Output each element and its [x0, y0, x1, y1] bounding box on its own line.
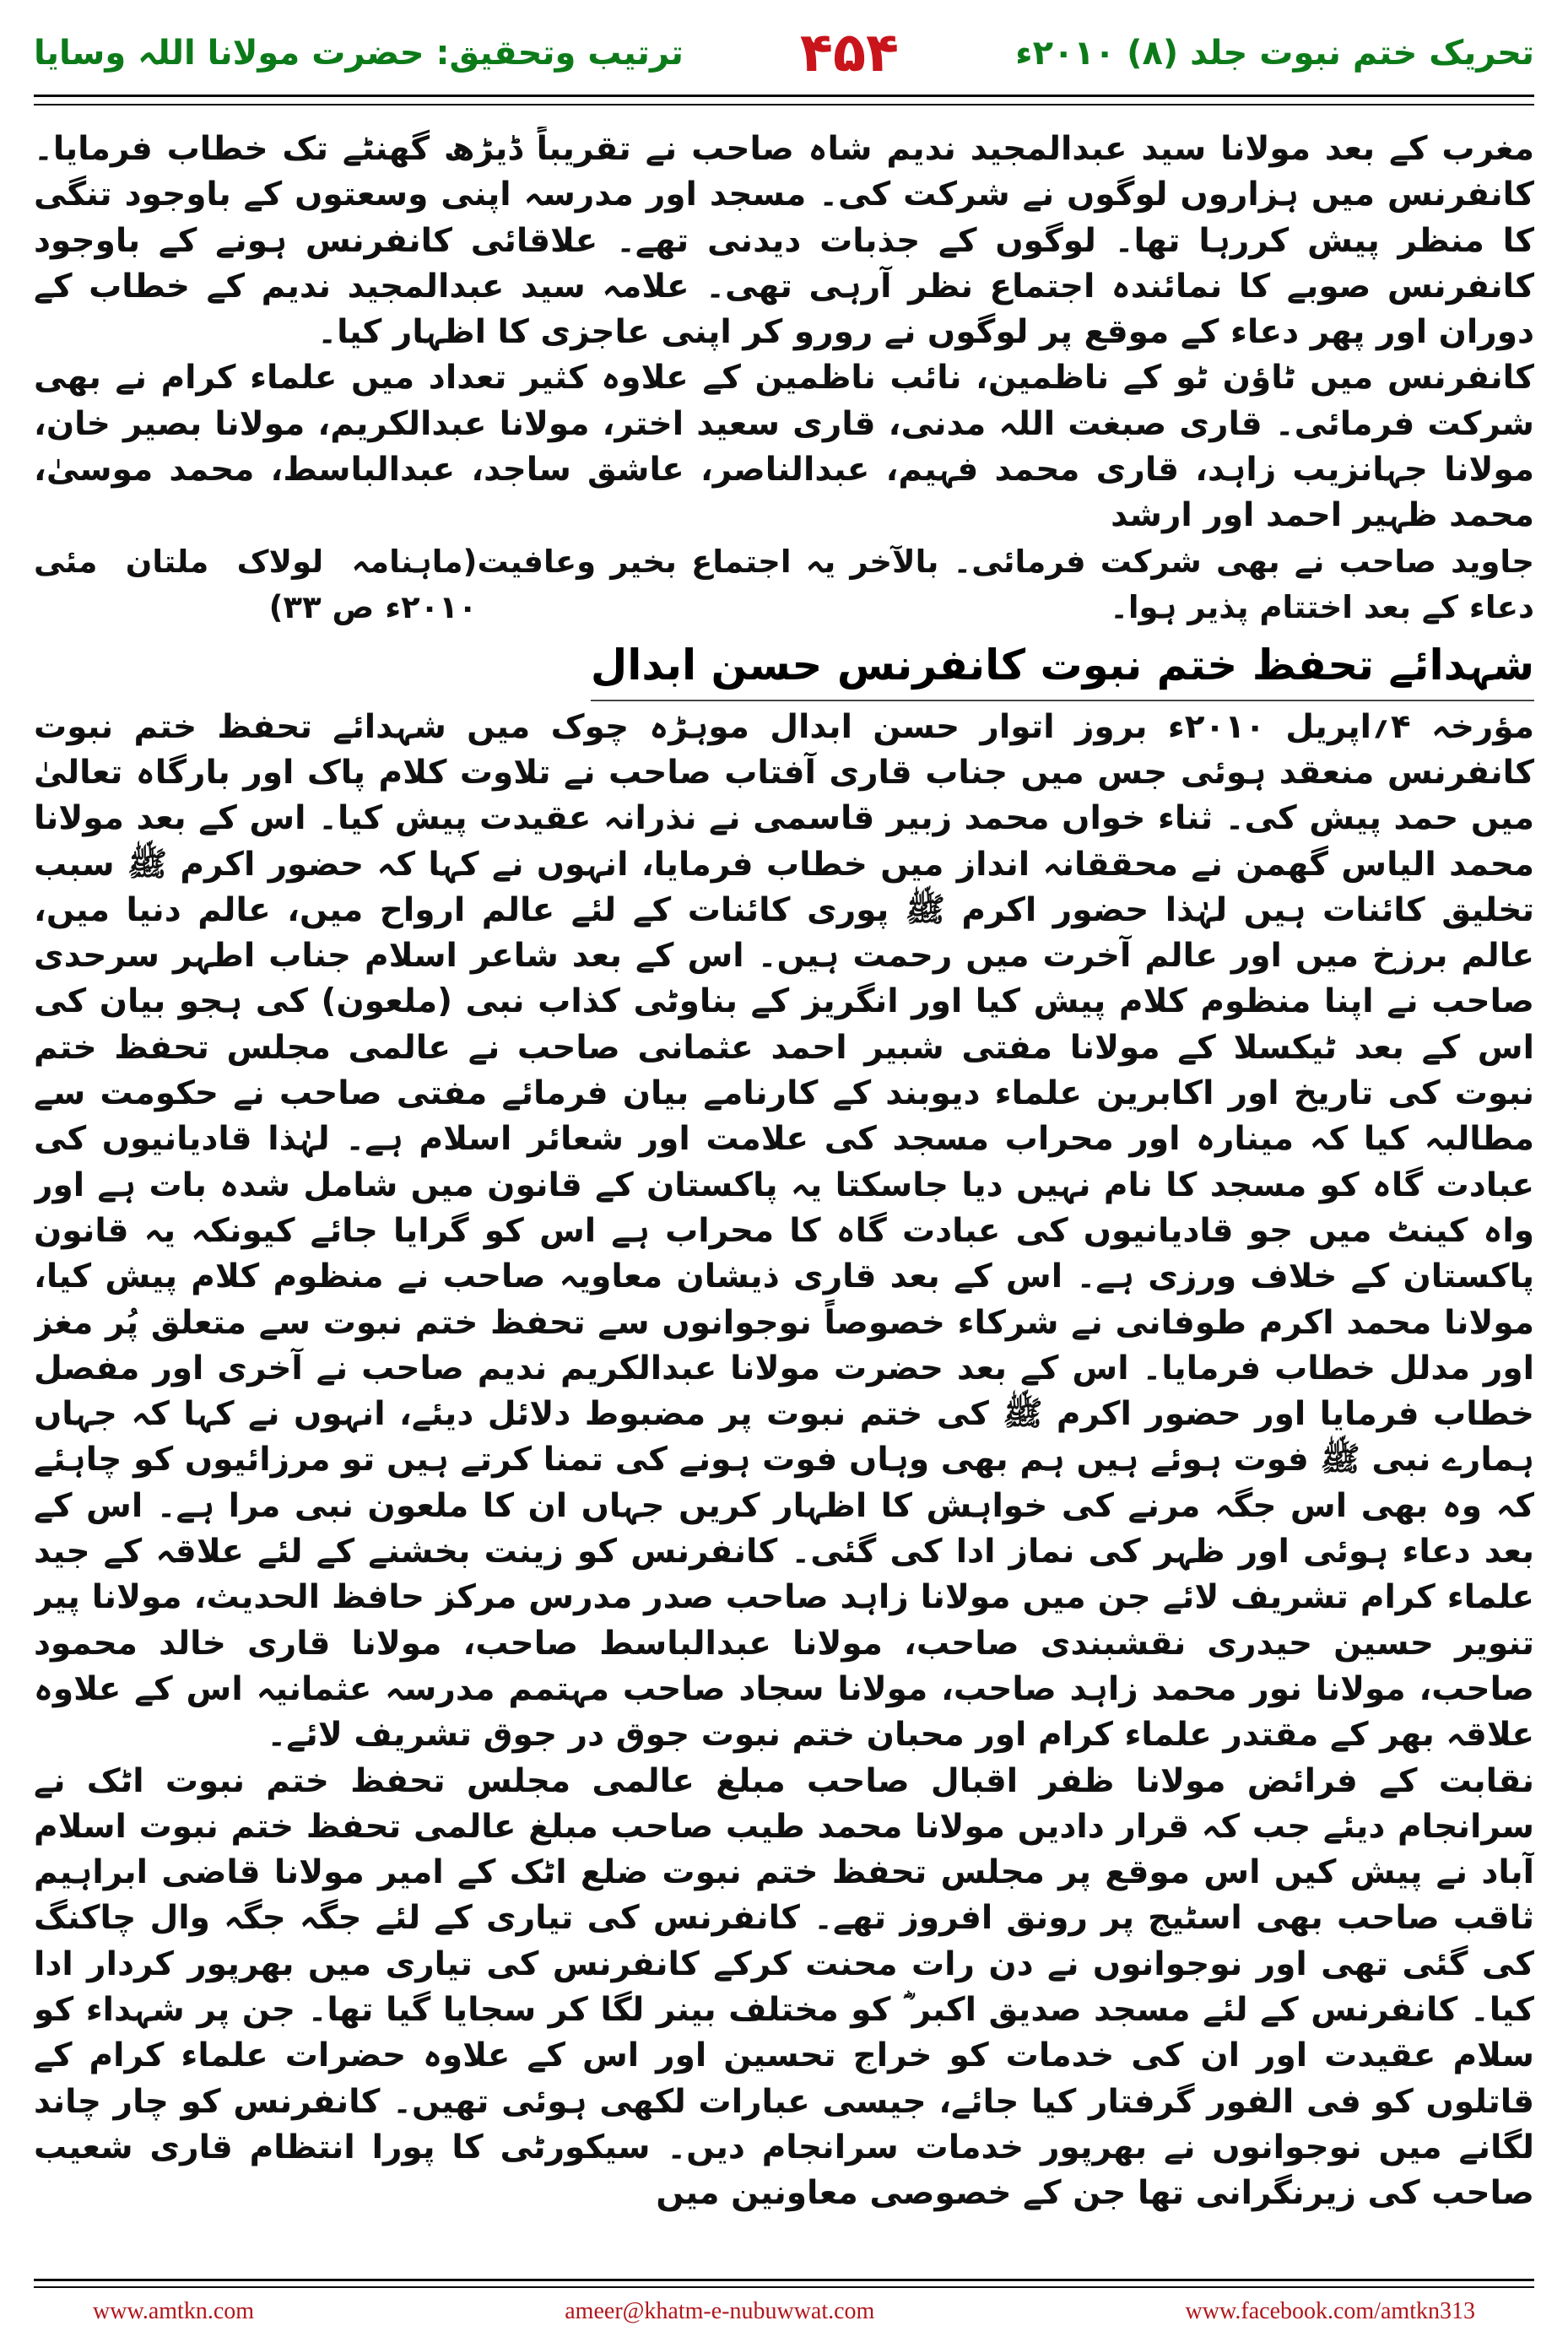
- header-divider: [34, 95, 1534, 105]
- paragraph-2-end: جاوید صاحب نے بھی شرکت فرمائی۔ بالآخر یہ اجتماع بخیر وعافیت دعاء کے بعد اختتام پذیر ہوا۔: [477, 543, 1534, 625]
- section-heading: شہدائے تحفظ ختم نبوت کانفرنس حسن ابدال: [591, 632, 1534, 701]
- footer-divider: [34, 2279, 1534, 2288]
- paragraph-1: مغرب کے بعد مولانا سید عبدالمجید ندیم شاہ صاحب نے تقریباً ڈیڑھ گھنٹے تک خطاب فرمایا۔ کانفرنس میں ہزاروں لوگوں نے شرکت کی۔ مسجد اور مدرسہ اپنی وسعتوں کے باوجود تنگی کا منظر پیش کررہا تھا۔ لوگوں کے جذبات دیدنی تھے۔ علاقائی کانفرنس ہونے کے باوجود کانفرنس صوبے کا نمائندہ اجتماع نظر آرہی تھی۔ علامہ سید عبدالمجید ندیم کے خطاب کے دوران اور پھر دعاء کے موقع پر لوگوں نے رورو کر اپنی عاجزی کا اظہار کیا۔: [34, 130, 1534, 352]
- paragraph-2: کانفرنس میں ٹاؤن ٹو کے ناظمین، نائب ناظمین کے علاوہ کثیر تعداد میں علماء کرام نے بھی شرکت فرمائی۔ قاری صبغت اللہ مدنی، قاری سعید اختر، مولانا عبدالکریم، مولانا بصیر خان، مولانا جہانزیب زاہد، قاری محمد فہیم، عبدالناصر، عاشق ساجد، عبدالباسط، محمد موسیٰ، محمد ظہیر احمد اور ارشد: [34, 359, 1534, 535]
- page-number: ۴۵۴: [799, 22, 900, 84]
- website-link[interactable]: www.amtkn.com: [93, 2298, 255, 2324]
- page-body: [34, 127, 1534, 2245]
- paragraph-2-end-line: [34, 539, 1534, 630]
- compiler-credit: ترتیب وتحقیق: حضرت مولانا اللہ وسایا: [34, 34, 684, 73]
- book-title: تحریک ختم نبوت جلد (۸) ۲۰۱۰ء: [1015, 34, 1534, 73]
- page-footer: [93, 2294, 1475, 2329]
- email-link[interactable]: ameer@khatm-e-nubuwwat.com: [565, 2298, 875, 2324]
- page-header: [34, 15, 1534, 91]
- paragraph-4: نقابت کے فرائض مولانا ظفر اقبال صاحب مبلغ عالمی مجلس تحفظ ختم نبوت اٹک نے سرانجام دیئے جب کہ قرار دادیں مولانا محمد طیب صاحب مبلغ عالمی تحفظ ختم نبوت اسلام آباد نے پیش کیں اس موقع پر مجلس تحفظ ختم نبوت ضلع اٹک کے امیر مولانا قاضی ابراہیم ثاقب صاحب بھی اسٹیج پر رونق افروز تھے۔ کانفرنس کی تیاری کے لئے جگہ جگہ وال چاکنگ کی گئی تھی اور نوجوانوں نے دن رات محنت کرکے کانفرنس کی تیاری میں بھرپور کردار ادا کیا۔ کانفرنس کے لئے مسجد صدیق اکبر ؓ کو مختلف بینر لگا کر سجایا گیا تھا۔ جن پر شہداء کو سلام عقیدت اور ان کی خدمات کو خراج تحسین اور اس کے علاوہ حضرات علماء کرام کے قاتلوں کو فی الفور گرفتار کیا جائے، جیسی عبارات لکھی ہوئی تھیں۔ کانفرنس کو چار چاند لگانے میں نوجوانوں نے بھرپور خدمات سرانجام دیں۔ سیکورٹی کا پورا انتظام قاری شعیب صاحب کی زیرنگرانی تھا جن کے خصوصی معاونین میں: [34, 1761, 1534, 2213]
- source-citation: (ماہنامہ لولاک ملتان مئی ۲۰۱۰ء ص ۳۳): [34, 543, 478, 625]
- section-heading-wrap: [34, 630, 1534, 705]
- facebook-link[interactable]: www.facebook.com/amtkn313: [1185, 2298, 1475, 2324]
- paragraph-3: مؤرخہ ۴؍اپریل ۲۰۱۰ء بروز اتوار حسن ابدال موہڑہ چوک میں شہدائے تحفظ ختم نبوت کانفرنس منعقد ہوئی جس میں جناب قاری آفتاب صاحب نے تلاوت کلام پاک اور بارگاہ تعالیٰ میں حمد پیش کی۔ ثناء خواں محمد زبیر قاسمی نے نذرانہ عقیدت پیش کیا۔ اس کے بعد مولانا محمد الیاس گھمن نے محققانہ انداز میں خطاب فرمایا، انہوں نے کہا کہ حضور اکرم ﷺ سبب تخلیق کائنات ہیں لہٰذا حضور اکرم ﷺ پوری کائنات کے لئے عالم ارواح میں، عالم دنیا میں، عالم برزخ میں اور عالم آخرت میں رحمت ہیں۔ اس کے بعد شاعر اسلام جناب اطہر سرحدی صاحب نے اپنا منظوم کلام پیش کیا اور انگریز کے بناوٹی کذاب نبی (ملعون) کی ہجو بیان کی اس کے بعد ٹیکسلا کے مولانا مفتی شبیر احمد عثمانی صاحب نے عالمی مجلس تحفظ ختم نبوت کی تاریخ اور اکابرین علماء دیوبند کے کارنامے بیان فرمائے مفتی صاحب نے حکومت سے مطالبہ کیا کہ مینارہ اور محراب مسجد کی علامت اور شعائر اسلام ہے۔ لہٰذا قادیانیوں کی عبادت گاہ کو مسجد کا نام نہیں دیا جاسکتا یہ پاکستان کے قانون میں شامل شدہ بات ہے اور واہ کینٹ میں جو قادیانیوں کی عبادت گاہ کا محراب ہے اس کو گرایا جائے کیونکہ یہ قانون پاکستان کے خلاف ورزی ہے۔ اس کے بعد قاری ذیشان معاویہ صاحب نے منظوم کلام پیش کیا، مولانا محمد اکرم طوفانی نے شرکاء خصوصاً نوجوانوں سے تحفظ ختم نبوت سے متعلق پُر مغز اور مدلل خطاب فرمایا۔ اس کے بعد حضرت مولانا عبدالکریم ندیم صاحب نے آخری اور مفصل خطاب فرمایا اور حضور اکرم ﷺ کی ختم نبوت پر مضبوط دلائل دیئے، انہوں نے کہا کہ جہاں ہمارے نبی ﷺ فوت ہوئے ہیں ہم بھی وہاں فوت ہونے کی تمنا کرتے ہیں تو مرزائیوں کو چاہئے کہ وہ بھی اس جگہ مرنے کی خواہش کا اظہار کریں جہاں ان کا ملعون نبی مرا ہے۔ اس کے بعد دعاء ہوئی اور ظہر کی نماز ادا کی گئی۔ کانفرنس کو زینت بخشنے کے لئے علاقہ کے جید علماء کرام تشریف لائے جن میں مولانا زاہد صاحب صدر مدرس مرکز حافظ الحدیث، مولانا پیر تنویر حسین حیدری نقشبندی صاحب، مولانا عبدالباسط صاحب، مولانا قاری خالد محمود صاحب، مولانا نور محمد زاہد صاحب، مولانا سجاد صاحب مہتمم مدرسہ عثمانیہ اس کے علاوہ علاقہ بھر کے مقتدر علماء کرام اور محبان ختم نبوت جوق در جوق تشریف لائے۔: [34, 707, 1534, 1755]
